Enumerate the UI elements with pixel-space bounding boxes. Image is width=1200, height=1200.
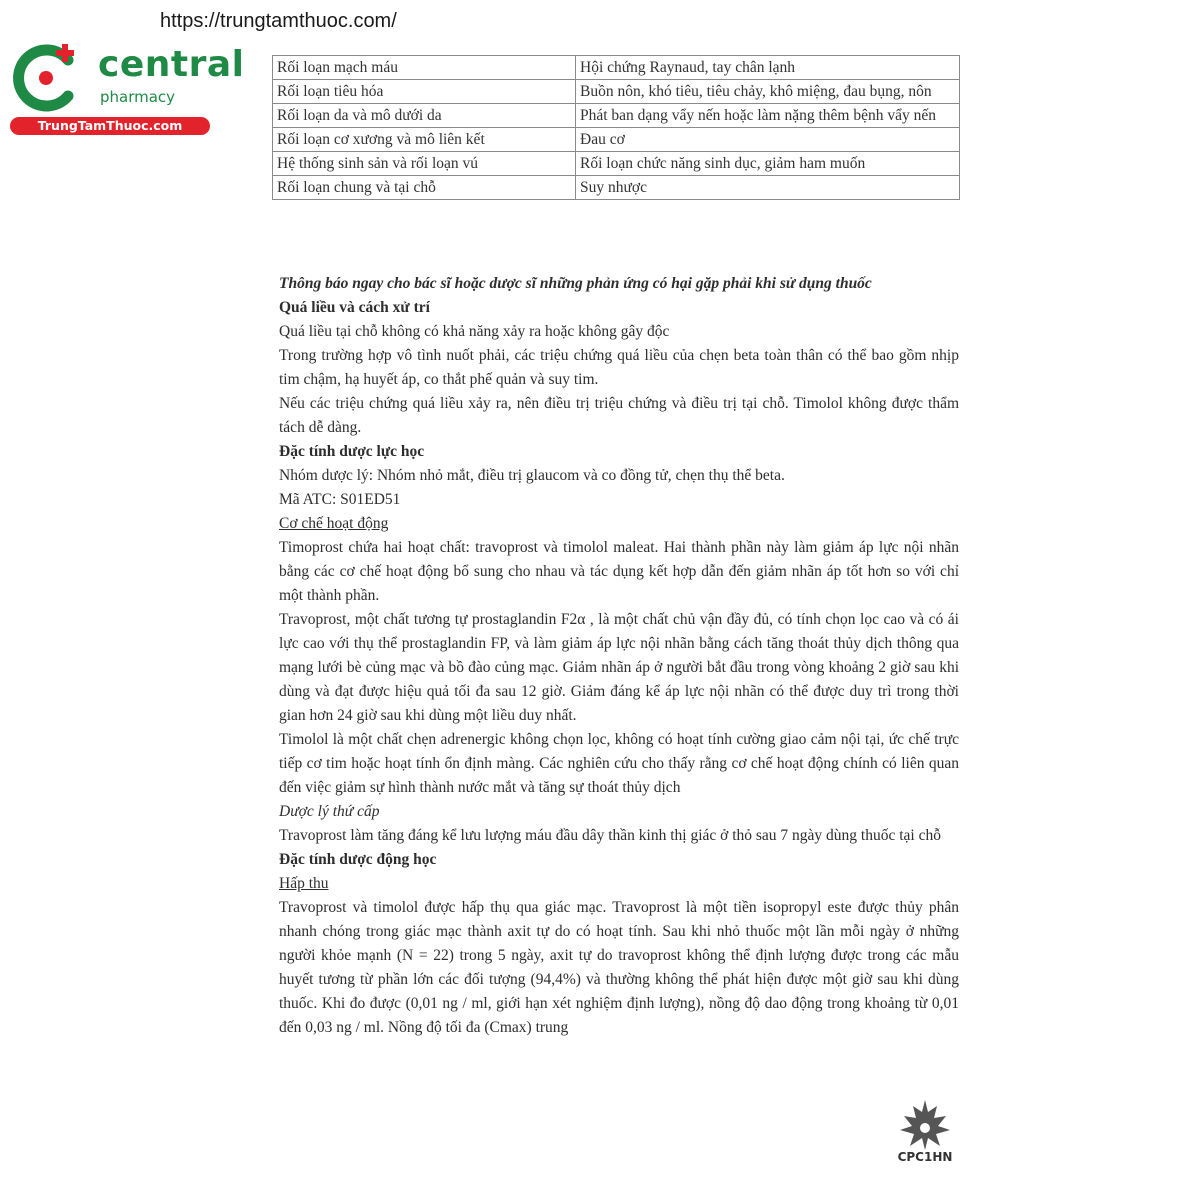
mechanism-paragraph: Timolol là một chất chẹn adrenergic không chọn lọc, không có hoạt tính cường giao cảm nội tại, ức chế trực tiếp cơ tim hoặc hoạt tính ổn định màng. Các nghiên cứu cho thấy rằng cơ chế hoạt động chính có liên quan đến việc giảm sự hình thành nước mắt và tăng sự thoát thủy dịch — [279, 731, 959, 796]
effect-cell: Rối loạn chức năng sinh dục, giảm ham muốn — [576, 152, 960, 176]
overdose-heading: Quá liều và cách xử trí — [279, 299, 430, 316]
effect-cell: Phát ban dạng vẩy nến hoặc làm nặng thêm bệnh vẩy nến — [576, 104, 960, 128]
logo-subtitle: pharmacy — [100, 88, 176, 106]
secondary-pharmacology-paragraph: Travoprost làm tăng đáng kể lưu lượng máu đầu dây thần kinh thị giác ở thỏ sau 7 ngày dùng thuốc tại chỗ — [279, 827, 941, 844]
effect-cell: Suy nhược — [576, 176, 960, 200]
organ-cell: Rối loạn da và mô dưới da — [273, 104, 576, 128]
absorption-heading — [279, 872, 959, 896]
organ-cell: Rối loạn cơ xương và mô liên kết — [273, 128, 576, 152]
mechanism-paragraph: Timoprost chứa hai hoạt chất: travoprost và timolol maleat. Hai thành phần này làm giảm áp lực nội nhãn bằng các cơ chế hoạt động bổ sung cho nhau và tác dụng kết hợp dẫn đến giảm nhãn áp tốt hơn so với chỉ một thành phần. — [279, 539, 959, 604]
mechanism-heading-text: Cơ chế hoạt động — [279, 515, 389, 532]
cpc1hn-text: CPC1HN — [897, 1150, 953, 1164]
atc-code: Mã ATC: S01ED51 — [279, 491, 401, 508]
organ-cell: Rối loạn tiêu hóa — [273, 80, 576, 104]
logo-site-banner: TrungTamThuoc.com — [10, 117, 210, 135]
organ-cell: Hệ thống sinh sản và rối loạn vú — [273, 152, 576, 176]
table-row — [273, 128, 960, 152]
organ-cell: Rối loạn chung và tại chỗ — [273, 176, 576, 200]
absorption-paragraph: Travoprost và timolol được hấp thụ qua giác mạc. Travoprost là một tiền isopropyl este được thủy phân nhanh chóng trong giác mạc thành axit tự do có hoạt tính. Sau khi nhỏ thuốc một lần mỗi ngày ở những người khỏe mạnh (N = 22) trong 5 ngày, axit tự do travoprost không thể định lượng được trong các mẫu huyết tương từ phần lớn các đối tượng (94,4%) và thường không thể phát hiện được một giờ sau khi dùng thuốc. Khi đo được (0,01 ng / ml, giới hạn xét nghiệm định lượng), nồng độ dao động trong khoảng từ 0,01 đến 0,03 ng / ml. Nồng độ tối đa (Cmax) trung — [279, 899, 959, 1036]
central-pharmacy-logo — [10, 38, 245, 138]
mechanism-heading — [279, 512, 959, 536]
table-row — [273, 176, 960, 200]
table-row — [273, 56, 960, 80]
overdose-paragraph: Quá liều tại chỗ không có khả năng xảy ra hoặc không gây độc — [279, 323, 670, 340]
overdose-paragraph: Nếu các triệu chứng quá liều xảy ra, nên điều trị triệu chứng và điều trị tại chỗ. Timolol không được thẩm tách dễ dàng. — [279, 395, 959, 436]
central-c-icon — [10, 38, 90, 114]
overdose-paragraph: Trong trường hợp vô tình nuốt phải, các triệu chứng quá liều của chẹn beta toàn thân có thể bao gồm nhịp tim chậm, hạ huyết áp, co thắt phế quản và suy tim. — [279, 347, 959, 388]
effect-cell: Đau cơ — [576, 128, 960, 152]
mechanism-paragraph: Travoprost, một chất tương tự prostaglandin F2α , là một chất chủ vận đầy đủ, có tính chọn lọc cao và có ái lực cao với thụ thể prostaglandin FP, và làm giảm áp lực nội nhãn bằng cách tăng thoát thủy dịch thông qua mạng lưới bè củng mạc và bồ đào củng mạc. Giảm nhãn áp ở người bắt đầu trong vòng khoảng 2 giờ sau khi dùng và đạt được hiệu quả tối đa sau 12 giờ. Giảm đáng kể áp lực nội nhãn có thể được duy trì trong thời gian hơn 24 giờ sau khi dùng một liều duy nhất. — [279, 611, 959, 724]
effect-cell: Buồn nôn, khó tiêu, tiêu chảy, khô miệng, đau bụng, nôn — [576, 80, 960, 104]
table-row — [273, 152, 960, 176]
table-row — [273, 104, 960, 128]
organ-cell: Rối loạn mạch máu — [273, 56, 576, 80]
pharmacodynamics-heading: Đặc tính dược lực học — [279, 443, 425, 460]
pharmacologic-group: Nhóm dược lý: Nhóm nhỏ mắt, điều trị glaucom và co đồng tử, chẹn thụ thể beta. — [279, 467, 785, 484]
secondary-pharmacology-heading: Dược lý thứ cấp — [279, 803, 380, 820]
cpc1hn-emblem-icon — [890, 1098, 960, 1152]
logo-wordmark: central — [98, 44, 245, 85]
table-row — [273, 80, 960, 104]
effect-cell: Hội chứng Raynaud, tay chân lạnh — [576, 56, 960, 80]
url-text[interactable]: https://trungtamthuoc.com/ — [160, 10, 397, 32]
absorption-heading-text: Hấp thu — [279, 875, 329, 892]
notice-line: Thông báo ngay cho bác sĩ hoặc dược sĩ những phản ứng có hại gặp phải khi sử dụng thuốc — [279, 275, 872, 292]
pharmacokinetics-heading: Đặc tính dược động học — [279, 851, 437, 868]
cpc1hn-logo — [890, 1098, 960, 1168]
adverse-effects-table — [272, 55, 960, 200]
document-body — [279, 272, 959, 1040]
